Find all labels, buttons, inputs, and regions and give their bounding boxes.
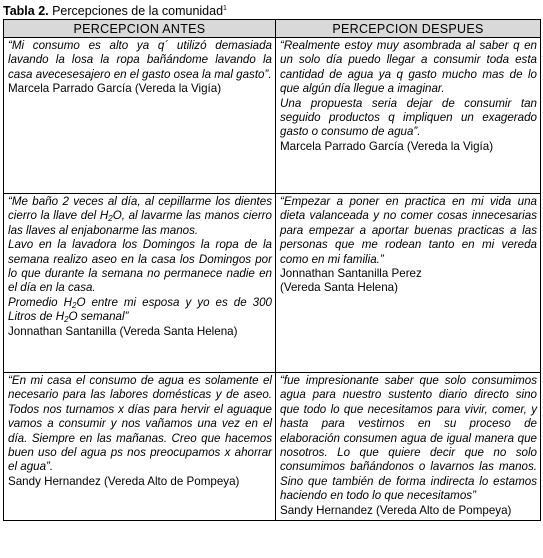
quote-fragment: Promedio H [8, 295, 72, 309]
table-row [4, 373, 541, 521]
quote-text: Lavo en la lavadora los Domingos la ropa de la semana realizo aseo en la casa los Domingos por lo que durante la semana no permanece nadie en el día en la casa. [8, 238, 272, 295]
header-row [4, 20, 541, 38]
cell-despues [276, 194, 541, 373]
subscript: 2 [64, 315, 69, 325]
author-text: Marcela Parrado García (Vereda la Vigía) [8, 82, 222, 96]
author-text: Marcela Parrado García (Vereda la Vigía) [280, 139, 494, 153]
subscript: 2 [108, 214, 113, 224]
author-text: Jonnathan Santanilla (Vereda Santa Helena) [8, 324, 238, 338]
quote-fragment: O entre mi esposa y yo es de 300 Litros de H [8, 295, 273, 324]
quote-text: Una propuesta seria dejar de consumir tan seguido productos q impliquen un exagerado gasto o consumo de agua”. [280, 96, 537, 139]
table-row [4, 194, 541, 373]
cell-despues [276, 38, 541, 194]
quote-text: “Empezar a poner en practica en mi vida una dieta valanceada y no comer cosas innecesarias para empezar a aportar buenas practicas a las personas que me rodean tanto en mi vereda como en mi familia.” [280, 195, 537, 266]
caption-label: Tabla 2. [3, 4, 49, 18]
cell-antes [4, 38, 276, 194]
caption-footnote-marker: 1 [223, 5, 227, 12]
perceptions-table [3, 19, 541, 521]
quote-fragment: “Me baño 2 veces al día, al cepillarme los dientes cierro la llave del H [8, 195, 272, 223]
header-antes: PERCEPCION ANTES [4, 20, 276, 38]
quote-fragment: O semanal” [68, 310, 129, 324]
author-text: Sandy Hernandez (Vereda Alto de Pompeya) [280, 503, 512, 517]
table-caption [3, 1, 227, 19]
author-text: Sandy Hernandez (Vereda Alto de Pompeya) [8, 474, 240, 488]
cell-despues [276, 373, 541, 521]
cell-antes [4, 194, 276, 373]
quote-text: “Realmente estoy muy asombrada al saber q en un solo día puedo llegar a consumir toda esta cantidad de agua ya q gasto mucho mas de lo que algún día llegue a imaginar. [280, 39, 537, 96]
subscript: 2 [72, 300, 77, 310]
header-despues: PERCEPCION DESPUES [276, 20, 541, 38]
quote-text: “fue impresionante saber que solo consumimos agua para nuestro sustento diario directo sino que todo lo que necesitamos para vivir, comer, y hasta para vestirnos en su proceso de elaboración consumen agua de igual manera que nosotros. Lo que quiere decir que no solo consumimos bañándonos o lavarnos las manos. Sino que también de forma indirecta lo estamos haciendo en todo lo que necesitamos” [280, 374, 537, 503]
author-text: (Vereda Santa Helena) [280, 281, 398, 295]
quote-text [8, 296, 272, 325]
table-row [4, 38, 541, 194]
quote-text: “Mi consumo es alto ya q´ utilizó demasiada lavando la losa la ropa bañándome lavando la casa avecesesajero en el gasto osea la mal gasto”. [8, 39, 272, 81]
quote-text: “En mi casa el consumo de agua es solamente el necesario para las labores domésticas y de aseo. Todos nos turnamos x días para hervir el aguaque vamos a consumir y nos vañamos una vez en el día. Siempre en las mañanas. Creo que hacemos buen uso del agua ps nos preocupamos x ahorrar el agua”. [8, 374, 272, 474]
cell-antes [4, 373, 276, 521]
author-text: Jonnathan Santanilla Perez [280, 267, 422, 281]
caption-text: Percepciones de la comunidad [48, 4, 224, 18]
quote-text [8, 195, 272, 238]
quote-fragment: O, al lavarme las manos cierro las llaves al enjabonarme las manos. [8, 209, 272, 237]
